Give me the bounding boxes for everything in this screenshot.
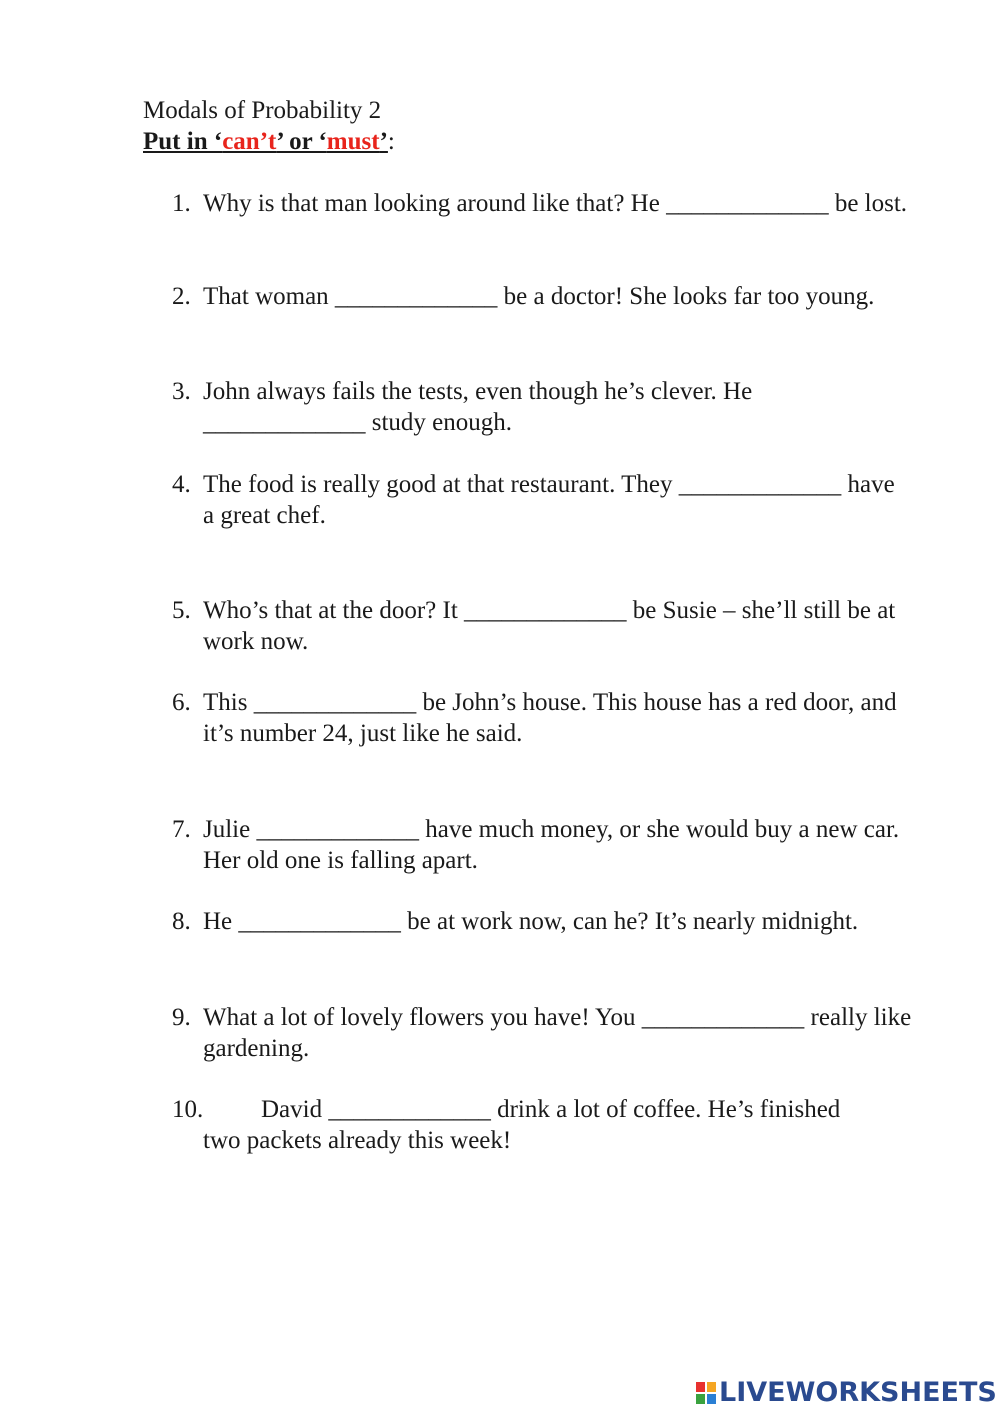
question-text-body bbox=[203, 1094, 840, 1156]
question-number: 5. bbox=[172, 597, 191, 624]
question-text: John always fails the tests, even though he’s clever. He _____________ study enough. bbox=[203, 378, 753, 436]
question-number: 7. bbox=[172, 816, 191, 843]
watermark-text: LIVEWORKSHEETS bbox=[719, 1377, 997, 1408]
question-number: 6. bbox=[172, 689, 191, 716]
question-number: 10. bbox=[172, 1096, 204, 1123]
question-number: 2. bbox=[172, 283, 191, 310]
instruction-text bbox=[143, 128, 388, 155]
question-text-line: two packets already this week! bbox=[203, 1127, 512, 1154]
instruction-word-must: must bbox=[326, 128, 380, 155]
question-number: 8. bbox=[172, 908, 191, 935]
question-text: What a lot of lovely flowers you have! You _____________ really like gardening. bbox=[203, 1004, 912, 1062]
question-number: 4. bbox=[172, 471, 191, 498]
instruction-middle: ’ or ‘ bbox=[276, 128, 327, 155]
question-text-line: David _____________ drink a lot of coffee. He’s finished bbox=[261, 1096, 841, 1123]
question-text: This _____________ be John’s house. This house has a red door, and it’s number 24, just like he said. bbox=[203, 689, 897, 747]
instruction-colon: : bbox=[387, 128, 395, 155]
instruction-prefix: Put in ‘ bbox=[143, 128, 223, 155]
question-number: 9. bbox=[172, 1004, 191, 1031]
instruction-word-cant: can’t bbox=[222, 128, 277, 155]
instruction-suffix: ’ bbox=[379, 128, 388, 155]
question-text: Why is that man looking around like that? He _____________ be lost. bbox=[203, 190, 908, 217]
question-text bbox=[203, 1094, 903, 1156]
question-number: 1. bbox=[172, 190, 191, 217]
question-text: Julie _____________ have much money, or she would buy a new car. Her old one is falling apart. bbox=[203, 816, 900, 874]
question-text: He _____________ be at work now, can he? It’s nearly midnight. bbox=[203, 908, 859, 935]
liveworksheets-watermark bbox=[696, 1378, 997, 1408]
question-text: The food is really good at that restaurant. They _____________ have a great chef. bbox=[203, 471, 895, 529]
liveworksheets-logo-icon bbox=[696, 1382, 716, 1404]
worksheet-title: Modals of Probability 2 bbox=[143, 97, 382, 124]
question-text: That woman _____________ be a doctor! She looks far too young. bbox=[203, 283, 875, 310]
instruction-line bbox=[143, 127, 395, 157]
question-text: Who’s that at the door? It _____________ be Susie – she’ll still be at work now. bbox=[203, 597, 896, 655]
question-number: 3. bbox=[172, 378, 191, 405]
